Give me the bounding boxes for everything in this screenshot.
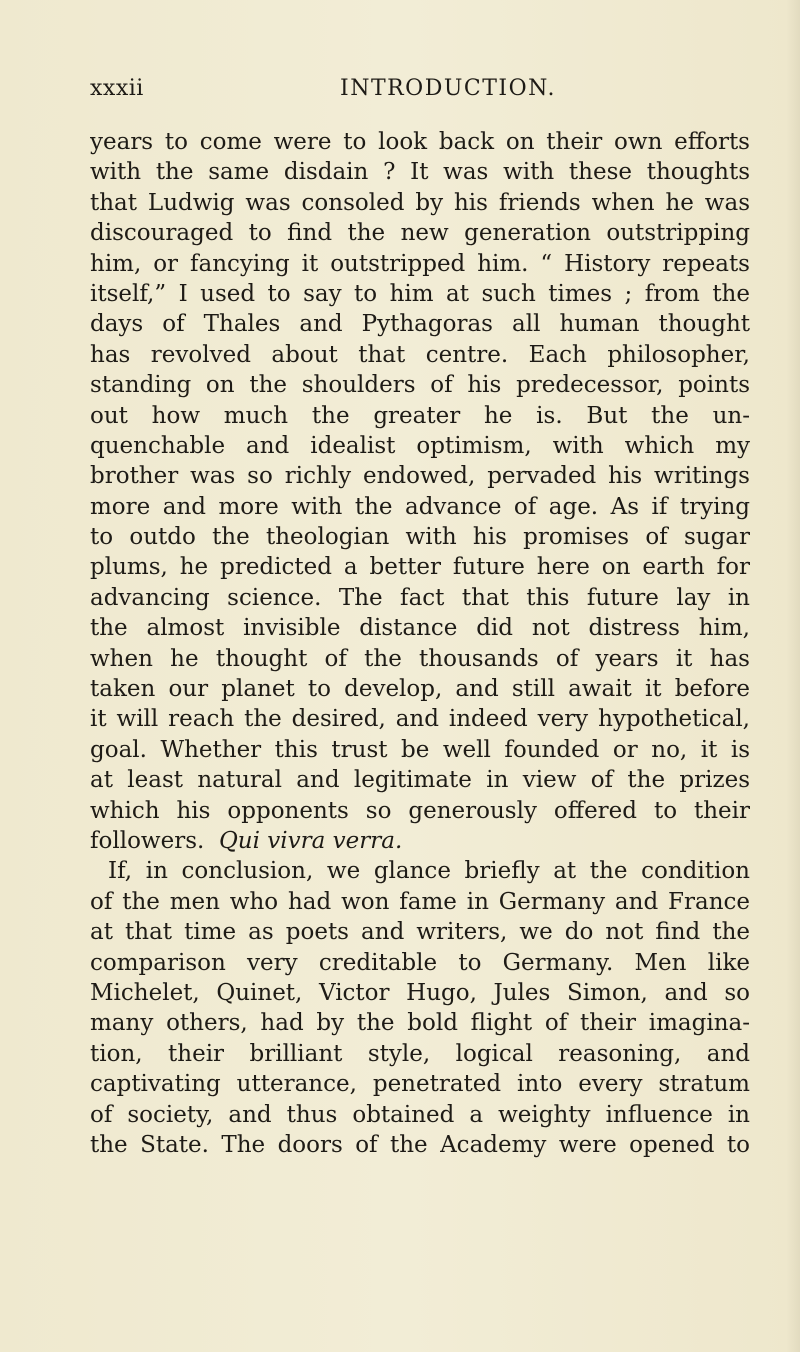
text-line: has revolved about that centre. Each philosopher, xyxy=(90,341,750,368)
text-line: captivating utterance, penetrated into every stratum xyxy=(90,1071,750,1098)
text-line: quenchable and idealist optimism, with which my xyxy=(90,432,750,459)
text-line: taken our planet to develop, and still await it before xyxy=(90,676,750,703)
text-line: when he thought of the thousands of years it has xyxy=(90,645,750,672)
text-line: more and more with the advance of age. As if trying xyxy=(90,493,750,520)
text-line: of society, and thus obtained a weighty influence in xyxy=(90,1101,750,1128)
text-line: which his opponents so generously offered to their xyxy=(90,797,750,824)
text-line-with-italic xyxy=(90,826,750,856)
text-line: many others, had by the bold flight of their imagina- xyxy=(90,1010,750,1037)
body-text xyxy=(90,127,750,1160)
text-line: discouraged to find the new generation outstripping xyxy=(90,220,750,247)
text-line: plums, he predicted a better future here on earth for xyxy=(90,554,750,581)
text-line: the almost invisible distance did not distress him, xyxy=(90,615,750,642)
page-header xyxy=(90,76,712,106)
text-line: at least natural and legitimate in view of the prizes xyxy=(90,767,750,794)
text-line: days of Thales and Pythagoras all human thought xyxy=(90,311,750,338)
text-line: tion, their brilliant style, logical reasoning, and xyxy=(90,1040,750,1067)
text-line: itself,” I used to say to him at such times ; from the xyxy=(90,280,750,307)
page-edge-shadow xyxy=(786,0,800,1352)
text-line: years to come were to look back on their own efforts xyxy=(90,129,750,155)
italic-phrase: Qui vivra verra. xyxy=(218,827,403,854)
text-line: goal. Whether this trust be well founded or no, it is xyxy=(90,736,750,763)
running-head: INTRODUCTION. xyxy=(340,76,556,101)
text-line: to outdo the theologian with his promises of sugar xyxy=(90,524,750,551)
text-line: Michelet, Quinet, Victor Hugo, Jules Simon, and so xyxy=(90,979,750,1006)
text-line: that Ludwig was consoled by his friends when he was xyxy=(90,189,750,216)
text-line: advancing science. The fact that this future lay in xyxy=(90,584,750,611)
page-number: xxxii xyxy=(90,76,144,101)
paragraph-start-line: If, in conclusion, we glance briefly at the condition xyxy=(108,858,750,885)
text-segment: followers. xyxy=(90,827,205,854)
text-line: standing on the shoulders of his predecessor, points xyxy=(90,372,750,399)
text-line: him, or fancying it outstripped him. “ History repeats xyxy=(90,250,750,277)
text-line: comparison very creditable to Germany. Men like xyxy=(90,949,750,976)
text-line: brother was so richly endowed, pervaded his writings xyxy=(90,463,750,490)
text-line: it will reach the desired, and indeed very hypothetical, xyxy=(90,706,750,733)
text-line: out how much the greater he is. But the un- xyxy=(90,402,750,429)
text-line: of the men who had won fame in Germany and France xyxy=(90,888,750,915)
text-line: at that time as poets and writers, we do not find the xyxy=(90,919,750,946)
text-line: the State. The doors of the Academy were opened to xyxy=(90,1131,750,1158)
text-line: with the same disdain ? It was with these thoughts xyxy=(90,159,750,186)
